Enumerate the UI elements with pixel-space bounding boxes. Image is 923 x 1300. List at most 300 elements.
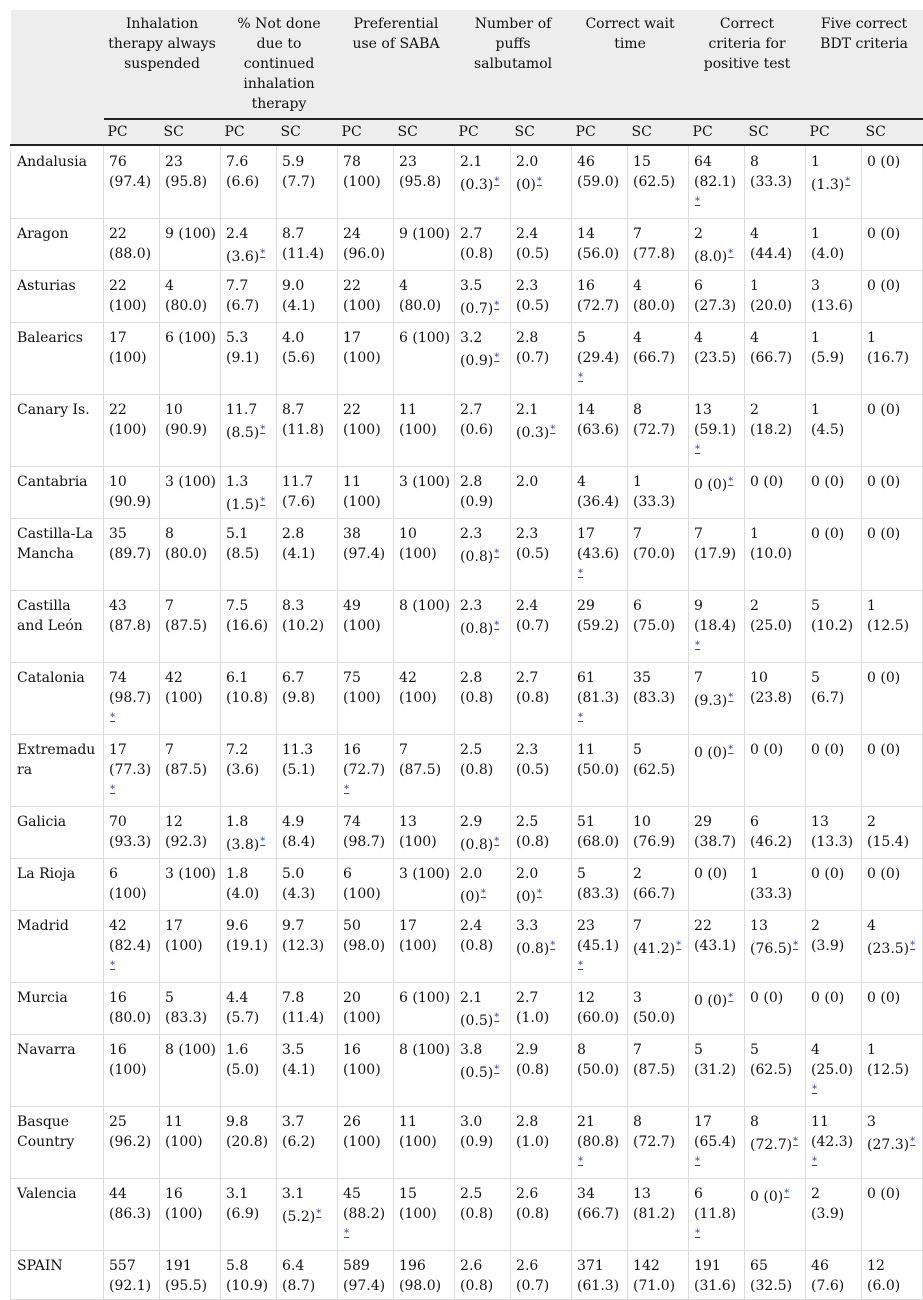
table-row	[11, 859, 923, 911]
cell-value: 6 (100)	[399, 330, 451, 346]
cell-value: 12 (6.0)	[867, 1258, 901, 1294]
table-row	[11, 911, 923, 983]
value-cell	[221, 983, 277, 1035]
significance-footnote-link[interactable]: *	[793, 1136, 799, 1147]
header-sub-row	[11, 119, 923, 145]
value-cell	[104, 323, 160, 395]
value-cell	[806, 1107, 862, 1179]
significance-footnote-link[interactable]: *	[494, 352, 500, 363]
value-cell	[511, 519, 572, 591]
cell-value: 1 (12.5)	[867, 1042, 910, 1078]
value-cell	[511, 807, 572, 859]
value-cell	[862, 395, 923, 467]
value-cell	[745, 591, 806, 663]
significance-footnote-link[interactable]: *	[793, 940, 799, 951]
cell-value: 3.5 (0.7)	[460, 278, 494, 317]
significance-footnote-link[interactable]: *	[695, 444, 701, 455]
cell-value: 10 (90.9)	[109, 474, 152, 510]
value-cell	[628, 663, 689, 735]
significance-footnote-link[interactable]: *	[910, 1136, 916, 1147]
value-cell	[455, 859, 511, 911]
value-cell	[862, 1179, 923, 1251]
value-cell	[628, 1107, 689, 1179]
cell-value: 0 (0)	[867, 402, 901, 418]
cell-value: 9.0 (4.1)	[282, 278, 316, 314]
cell-value: 3.0 (0.9)	[460, 1114, 494, 1150]
value-cell	[572, 1035, 628, 1107]
cell-value: 142 (71.0)	[633, 1258, 676, 1294]
sub-header-sc: SC	[862, 119, 923, 145]
cell-value: 9.7 (12.3)	[282, 918, 325, 954]
significance-footnote-link[interactable]: *	[728, 692, 734, 703]
cell-value: 4 (66.7)	[750, 330, 793, 366]
cell-value: 2.7 (0.6)	[460, 402, 494, 438]
value-cell	[689, 911, 745, 983]
value-cell	[455, 663, 511, 735]
value-cell	[628, 1035, 689, 1107]
significance-footnote-link[interactable]: *	[536, 888, 542, 899]
value-cell	[338, 859, 394, 911]
region-cell: Extremadura	[11, 735, 104, 807]
significance-footnote-link[interactable]: *	[784, 1188, 790, 1199]
cell-value: 0 (0)	[867, 526, 901, 542]
value-cell	[160, 467, 221, 519]
cell-value: 5.9 (7.7)	[282, 154, 316, 190]
cell-value: 3.1 (6.9)	[226, 1186, 260, 1222]
value-cell	[104, 1251, 160, 1300]
table-row	[11, 395, 923, 467]
value-cell	[628, 271, 689, 323]
cell-value: 0 (0)	[867, 226, 901, 242]
value-cell	[394, 1251, 455, 1300]
value-cell	[862, 859, 923, 911]
significance-footnote-link[interactable]: *	[578, 568, 584, 579]
value-cell	[572, 271, 628, 323]
value-cell	[745, 1035, 806, 1107]
cell-value: 2.5 (0.8)	[460, 1186, 494, 1222]
table-row	[11, 983, 923, 1035]
cell-value: 2.8 (0.8)	[460, 670, 494, 706]
significance-footnote-link[interactable]: *	[494, 836, 500, 847]
cell-value: 0 (0)	[867, 990, 901, 1006]
value-cell	[104, 983, 160, 1035]
cell-value: 6.7 (9.8)	[282, 670, 316, 706]
cell-value: 25 (96.2)	[109, 1114, 152, 1150]
cell-value: 16 (80.0)	[109, 990, 152, 1026]
value-cell	[455, 323, 511, 395]
significance-footnote-link[interactable]: *	[110, 784, 115, 795]
significance-footnote-link[interactable]: *	[812, 1156, 818, 1167]
value-cell	[455, 519, 511, 591]
cell-value: 2.3 (0.8)	[460, 526, 494, 565]
value-cell	[394, 323, 455, 395]
value-cell	[277, 859, 338, 911]
value-cell	[338, 735, 394, 807]
value-cell	[338, 911, 394, 983]
value-cell	[104, 911, 160, 983]
value-cell	[455, 1251, 511, 1300]
cell-value: 8 (33.3)	[750, 154, 793, 190]
table-row	[11, 271, 923, 323]
cell-value: 8 (80.0)	[165, 526, 208, 562]
cell-value: 14 (56.0)	[577, 226, 620, 262]
cell-value: 0 (0)	[811, 474, 845, 490]
significance-footnote-link[interactable]: *	[494, 1012, 500, 1023]
value-cell	[511, 323, 572, 395]
cell-value: 6.1 (10.8)	[226, 670, 269, 706]
value-cell	[104, 735, 160, 807]
sub-header-sc: SC	[745, 119, 806, 145]
sub-header-pc: PC	[689, 119, 745, 145]
value-cell	[104, 467, 160, 519]
cell-value: 12 (92.3)	[165, 814, 208, 850]
cell-value: 2 (15.4)	[867, 814, 910, 850]
cell-value: 4 (23.5)	[694, 330, 737, 366]
value-cell	[338, 323, 394, 395]
value-cell	[221, 219, 277, 271]
significance-footnote-link[interactable]: *	[578, 960, 584, 971]
region-cell: Castilla-La Mancha	[11, 519, 104, 591]
value-cell	[572, 807, 628, 859]
significance-footnote-link[interactable]: *	[695, 1156, 701, 1167]
significance-footnote-link[interactable]: *	[494, 176, 500, 187]
table-row	[11, 467, 923, 519]
value-cell	[862, 735, 923, 807]
value-cell	[572, 1107, 628, 1179]
significance-footnote-link[interactable]: *	[344, 784, 350, 795]
significance-footnote-link[interactable]: *	[728, 248, 734, 259]
value-cell	[806, 1251, 862, 1300]
cell-value: 0 (0)	[694, 477, 728, 493]
header-inhalation-suspended: Inhalation therapy always suspended	[104, 10, 221, 119]
cell-value: 0 (0)	[867, 1186, 901, 1202]
cell-value: 7 (87.5)	[399, 742, 442, 778]
cell-value: 5.0 (4.3)	[282, 866, 316, 902]
value-cell	[160, 323, 221, 395]
significance-footnote-link[interactable]: *	[728, 744, 734, 755]
header-not-done-pct: % Not done due to continued inhalation therapy	[221, 10, 338, 119]
cell-value: 0 (0)	[811, 742, 845, 758]
value-cell	[689, 467, 745, 519]
significance-footnote-link[interactable]: *	[695, 640, 701, 651]
value-cell	[277, 1251, 338, 1300]
significance-footnote-link[interactable]: *	[578, 712, 584, 723]
significance-footnote-link[interactable]: *	[494, 1064, 500, 1075]
region-cell: Aragon	[11, 219, 104, 271]
value-cell	[806, 323, 862, 395]
value-cell	[455, 735, 511, 807]
cell-value: 7 (77.8)	[633, 226, 676, 262]
significance-footnote-link[interactable]: *	[578, 1156, 584, 1167]
value-cell	[745, 911, 806, 983]
cell-value: 3.8 (0.5)	[460, 1042, 494, 1081]
cell-value: 9 (100)	[399, 226, 451, 242]
value-cell	[745, 1107, 806, 1179]
cell-value: 23 (45.1)	[577, 918, 620, 954]
cell-value: 0 (0)	[694, 866, 728, 882]
significance-footnote-link[interactable]: *	[110, 960, 115, 971]
value-cell	[221, 1035, 277, 1107]
value-cell	[455, 271, 511, 323]
value-cell	[806, 911, 862, 983]
value-cell	[394, 219, 455, 271]
value-cell	[511, 1251, 572, 1300]
cell-value: 1.8 (3.8)	[226, 814, 260, 853]
value-cell	[104, 591, 160, 663]
cell-value: 4 (80.0)	[165, 278, 208, 314]
cell-value: 8 (100)	[399, 1042, 451, 1058]
value-cell	[628, 145, 689, 219]
cell-value: 10 (76.9)	[633, 814, 676, 850]
table-row	[11, 1251, 923, 1300]
region-cell: Cantabria	[11, 467, 104, 519]
value-cell	[394, 663, 455, 735]
significance-footnote-link[interactable]: *	[494, 300, 500, 311]
significance-footnote-link[interactable]: *	[260, 248, 266, 259]
value-cell	[277, 519, 338, 591]
value-cell	[277, 145, 338, 219]
significance-footnote-link[interactable]: *	[480, 888, 486, 899]
value-cell	[221, 467, 277, 519]
significance-footnote-link[interactable]: *	[728, 476, 734, 487]
value-cell	[221, 1251, 277, 1300]
significance-footnote-link[interactable]: *	[260, 496, 266, 507]
cell-value: 4 (25.0)	[811, 1042, 854, 1078]
cell-value: 17 (100)	[109, 330, 147, 366]
significance-footnote-link[interactable]: *	[344, 1228, 350, 1239]
value-cell	[511, 591, 572, 663]
significance-footnote-link[interactable]: *	[536, 176, 542, 187]
value-cell	[572, 219, 628, 271]
significance-footnote-link[interactable]: *	[110, 712, 115, 723]
cell-value: 2.3 (0.5)	[516, 742, 550, 778]
cell-value: 1.8 (4.0)	[226, 866, 260, 902]
cell-value: 2 (25.0)	[750, 598, 793, 634]
value-cell	[628, 983, 689, 1035]
value-cell	[221, 859, 277, 911]
value-cell	[338, 395, 394, 467]
significance-footnote-link[interactable]: *	[550, 940, 556, 951]
cell-value: 13 (76.5)	[750, 918, 793, 957]
cell-value: 17 (100)	[399, 918, 437, 954]
cell-value: 1 (4.5)	[811, 402, 845, 438]
significance-footnote-link[interactable]: *	[910, 940, 916, 951]
cell-value: 17 (100)	[165, 918, 203, 954]
value-cell	[394, 983, 455, 1035]
value-cell	[628, 807, 689, 859]
cell-value: 11.7 (7.6)	[282, 474, 316, 510]
cell-value: 49 (100)	[343, 598, 381, 634]
value-cell	[160, 1107, 221, 1179]
value-cell	[160, 519, 221, 591]
cell-value: 589 (97.4)	[343, 1258, 386, 1294]
cell-value: 2.4 (0.8)	[460, 918, 494, 954]
value-cell	[394, 807, 455, 859]
cell-value: 9 (18.4)	[694, 598, 737, 634]
sub-header-sc: SC	[511, 119, 572, 145]
cell-value: 0 (0)	[867, 474, 901, 490]
value-cell	[862, 271, 923, 323]
table-container	[10, 10, 916, 1300]
value-cell	[689, 271, 745, 323]
cell-value: 1 (20.0)	[750, 278, 793, 314]
cell-value: 2 (18.2)	[750, 402, 793, 438]
cell-value: 42 (100)	[399, 670, 437, 706]
value-cell	[394, 859, 455, 911]
significance-footnote-link[interactable]: *	[695, 196, 701, 207]
value-cell	[572, 859, 628, 911]
value-cell	[572, 1251, 628, 1300]
cell-value: 9 (100)	[165, 226, 217, 242]
region-cell: Murcia	[11, 983, 104, 1035]
value-cell	[511, 663, 572, 735]
cell-value: 16 (100)	[165, 1186, 203, 1222]
value-cell	[806, 1179, 862, 1251]
cell-value: 5.8 (10.9)	[226, 1258, 269, 1294]
value-cell	[455, 911, 511, 983]
value-cell	[221, 323, 277, 395]
region-cell: Madrid	[11, 911, 104, 983]
cell-value: 2.9 (0.8)	[516, 1042, 550, 1078]
cell-value: 6.4 (8.7)	[282, 1258, 316, 1294]
cell-value: 0 (0)	[750, 474, 784, 490]
value-cell	[160, 271, 221, 323]
value-cell	[221, 911, 277, 983]
cell-value: 7.2 (3.6)	[226, 742, 260, 778]
value-cell	[104, 271, 160, 323]
cell-value: 6 (100)	[109, 866, 147, 902]
cell-value: 4.4 (5.7)	[226, 990, 260, 1026]
table-body	[11, 145, 923, 1300]
value-cell	[572, 591, 628, 663]
value-cell	[160, 735, 221, 807]
cell-value: 42 (82.4)	[109, 918, 152, 954]
value-cell	[277, 271, 338, 323]
cell-value: 22 (100)	[109, 402, 147, 438]
significance-footnote-link[interactable]: *	[260, 836, 266, 847]
significance-footnote-link[interactable]: *	[845, 176, 851, 187]
value-cell	[277, 323, 338, 395]
significance-footnote-link[interactable]: *	[695, 1228, 701, 1239]
value-cell	[511, 1035, 572, 1107]
table-row	[11, 663, 923, 735]
value-cell	[338, 1035, 394, 1107]
header-corner	[11, 10, 104, 119]
cell-value: 10 (23.8)	[750, 670, 793, 706]
cell-value: 16 (72.7)	[343, 742, 386, 778]
cell-value: 0 (0)	[867, 742, 901, 758]
significance-footnote-link[interactable]: *	[812, 1084, 818, 1095]
significance-footnote-link[interactable]: *	[494, 620, 500, 631]
cell-value: 1 (33.3)	[750, 866, 793, 902]
value-cell	[511, 145, 572, 219]
cell-value: 6 (100)	[343, 866, 381, 902]
sub-header-pc: PC	[572, 119, 628, 145]
cell-value: 8 (100)	[165, 1042, 217, 1058]
header-correct-wait: Correct wait time	[572, 10, 689, 119]
cell-value: 15 (62.5)	[633, 154, 676, 190]
cell-value: 78 (100)	[343, 154, 381, 190]
value-cell	[806, 467, 862, 519]
cell-value: 0 (0)	[694, 745, 728, 761]
value-cell	[862, 663, 923, 735]
value-cell	[862, 519, 923, 591]
significance-footnote-link[interactable]: *	[728, 992, 734, 1003]
cell-value: 9.6 (19.1)	[226, 918, 269, 954]
significance-footnote-link[interactable]: *	[494, 548, 500, 559]
cell-value: 2 (3.9)	[811, 918, 845, 954]
header-region-blank	[11, 119, 104, 145]
cell-value: 34 (66.7)	[577, 1186, 620, 1222]
cell-value: 46 (59.0)	[577, 154, 620, 190]
value-cell	[338, 807, 394, 859]
value-cell	[221, 735, 277, 807]
cell-value: 191 (31.6)	[694, 1258, 737, 1294]
cell-value: 43 (87.8)	[109, 598, 152, 634]
significance-footnote-link[interactable]: *	[316, 1208, 322, 1219]
table-row	[11, 1107, 923, 1179]
value-cell	[221, 395, 277, 467]
cell-value: 11 (50.0)	[577, 742, 620, 778]
value-cell	[104, 519, 160, 591]
table-row	[11, 145, 923, 219]
cell-value: 16 (72.7)	[577, 278, 620, 314]
value-cell	[806, 735, 862, 807]
cell-value: 7 (9.3)	[694, 670, 728, 709]
value-cell	[806, 983, 862, 1035]
significance-footnote-link[interactable]: *	[676, 940, 682, 951]
value-cell	[745, 145, 806, 219]
value-cell	[160, 395, 221, 467]
value-cell	[745, 1251, 806, 1300]
cell-value: 3 (100)	[399, 474, 451, 490]
cell-value: 0 (0)	[694, 993, 728, 1009]
value-cell	[277, 983, 338, 1035]
value-cell	[511, 735, 572, 807]
value-cell	[394, 271, 455, 323]
cell-value: 13 (13.3)	[811, 814, 854, 850]
value-cell	[455, 1179, 511, 1251]
table-row	[11, 735, 923, 807]
header-five-bdt: Five correct BDT criteria	[806, 10, 923, 119]
significance-footnote-link[interactable]: *	[550, 424, 556, 435]
cell-value: 7.6 (6.6)	[226, 154, 260, 190]
cell-value: 21 (80.8)	[577, 1114, 620, 1150]
value-cell	[160, 911, 221, 983]
cell-value: 7 (87.5)	[165, 598, 208, 634]
cell-value: 11 (100)	[165, 1114, 203, 1150]
value-cell	[745, 323, 806, 395]
cell-value: 7.7 (6.7)	[226, 278, 260, 314]
value-cell	[104, 1035, 160, 1107]
table-row	[11, 1035, 923, 1107]
region-cell: Castilla and León	[11, 591, 104, 663]
sub-header-sc: SC	[394, 119, 455, 145]
cell-value: 2.8 (4.1)	[282, 526, 316, 562]
cell-value: 10 (100)	[399, 526, 437, 562]
significance-footnote-link[interactable]: *	[578, 372, 584, 383]
significance-footnote-link[interactable]: *	[260, 424, 266, 435]
value-cell	[689, 395, 745, 467]
cell-value: 5 (62.5)	[750, 1042, 793, 1078]
cell-value: 23 (95.8)	[165, 154, 208, 190]
cell-value: 5 (31.2)	[694, 1042, 737, 1078]
value-cell	[862, 1107, 923, 1179]
cell-value: 2.5 (0.8)	[516, 814, 550, 850]
cell-value: 7 (17.9)	[694, 526, 737, 562]
cell-value: 4 (66.7)	[633, 330, 676, 366]
cell-value: 11.7 (8.5)	[226, 402, 260, 441]
